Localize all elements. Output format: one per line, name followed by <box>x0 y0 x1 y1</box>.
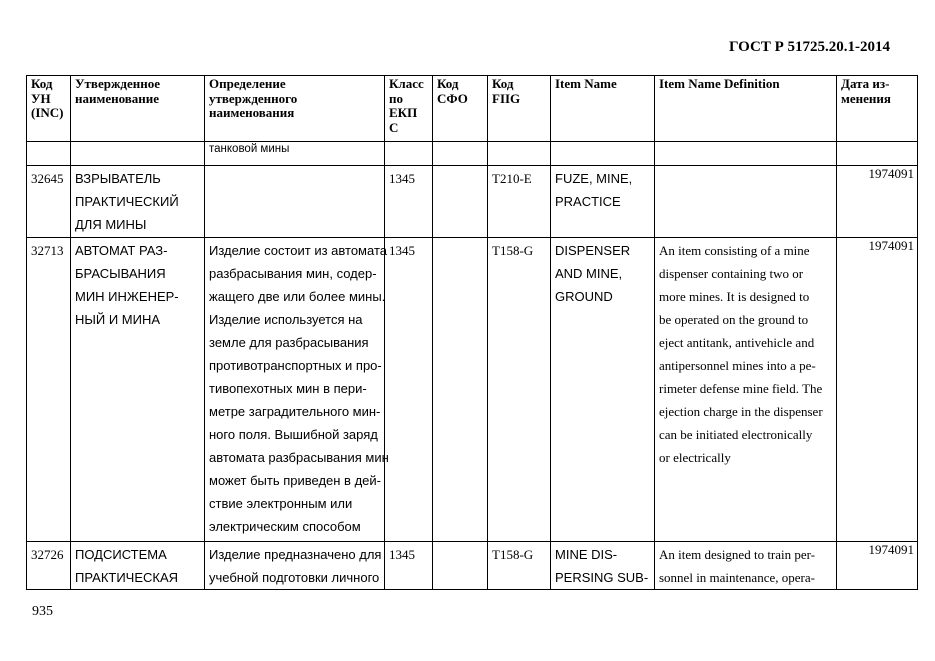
header-line: Item Name Definition <box>659 76 780 91</box>
cell-name <box>71 166 205 238</box>
cell-item-def <box>655 142 837 166</box>
table-row <box>27 238 918 542</box>
header-item-name <box>551 76 655 142</box>
header-line: Item Name <box>555 76 617 91</box>
cell-fiig: T158-G <box>488 542 551 590</box>
cell-item-name <box>551 142 655 166</box>
cell-definition <box>205 238 389 542</box>
header-line: СФО <box>437 90 468 106</box>
cell-line: разбрасывания мин, содер- <box>209 266 377 281</box>
cell-sfo <box>433 142 488 166</box>
cell-sfo <box>433 166 488 238</box>
cell-date <box>837 142 918 166</box>
header-definition <box>205 76 385 142</box>
cell-line: противотранспортных и про- <box>209 358 382 373</box>
cell-line: An item designed to train per- <box>659 547 816 562</box>
cell-definition <box>205 542 385 590</box>
cell-line: ПРАКТИЧЕСКИЙ <box>75 194 179 209</box>
cell-line: Изделие используется на <box>209 312 363 327</box>
header-line: Дата из- <box>841 76 890 91</box>
cell-line: АВТОМАТ РАЗ- <box>75 243 168 258</box>
cell-item-name <box>551 542 655 590</box>
header-line: утвержденного <box>209 90 298 106</box>
table-row <box>27 542 918 590</box>
cell-item-def <box>655 238 837 542</box>
cell-item-name <box>551 166 655 238</box>
header-line: Код <box>492 76 514 91</box>
cell-line: МИН ИНЖЕНЕР- <box>75 289 179 304</box>
cell-inc <box>27 142 71 166</box>
cell-line: Изделие состоит из автомата <box>209 243 387 258</box>
cell-item-def <box>655 542 837 590</box>
cell-date: 1974091 <box>837 542 918 590</box>
cell-line: dispenser containing two or <box>659 266 804 281</box>
header-line: Утвержденное <box>75 76 160 91</box>
cell-fiig: T158-G <box>488 238 551 542</box>
cell-line: can be initiated electronically <box>659 427 813 442</box>
table-header-row <box>27 76 918 142</box>
cell-line: земле для разбрасывания <box>209 335 369 350</box>
cell-item-def <box>655 166 837 238</box>
header-line: Код <box>31 76 53 91</box>
cell-inc: 32726 <box>27 542 71 590</box>
header-line: УН <box>31 90 51 106</box>
header-line: по <box>389 90 403 106</box>
table-row <box>27 166 918 238</box>
cell-line: FUZE, MINE, <box>555 171 633 186</box>
header-date <box>837 76 918 142</box>
cell-line: БРАСЫВАНИЯ <box>75 266 166 281</box>
header-line: Код <box>437 76 459 91</box>
cell-line: PERSING SUB- <box>555 570 649 585</box>
cell-line: электрическим способом <box>209 519 361 534</box>
cell-item-name <box>551 238 655 542</box>
header-line: Определение <box>209 76 286 91</box>
header-line: наименования <box>209 105 295 120</box>
classification-table <box>26 75 918 590</box>
cell-line: MINE DIS- <box>555 547 618 562</box>
header-line: Класс <box>389 76 424 91</box>
cell-line: может быть приведен в дей- <box>209 473 381 488</box>
cell-sfo <box>433 542 488 590</box>
cell-line: ПОДСИСТЕМА <box>75 547 167 562</box>
cell-line: ного поля. Вышибной заряд <box>209 427 378 442</box>
header-line: наименование <box>75 90 160 106</box>
cell-line: more mines. It is designed to <box>659 289 810 304</box>
cell-line: учебной подготовки личного <box>209 570 380 585</box>
cell-definition <box>205 166 385 238</box>
cell-line: An item consisting of a mine <box>659 243 810 258</box>
header-line: ЕКП <box>389 105 418 120</box>
cell-line: sonnel in maintenance, opera- <box>659 570 815 585</box>
cell-inc: 32713 <box>27 238 71 542</box>
header-line: С <box>389 119 399 135</box>
cell-line: ДЛЯ МИНЫ <box>75 217 147 232</box>
cell-line: eject antitank, antivehicle and <box>659 335 815 350</box>
cell-line: ствие электронным или <box>209 496 353 511</box>
cell-line: or electrically <box>659 450 731 465</box>
cell-name <box>71 542 205 590</box>
cell-line: DISPENSER <box>555 243 631 258</box>
header-name <box>71 76 205 142</box>
cell-line: тивопехотных мин в пери- <box>209 381 367 396</box>
header-line: (INC) <box>31 105 64 120</box>
document-header: ГОСТ Р 51725.20.1-2014 <box>728 39 890 55</box>
cell-inc: 32645 <box>27 166 71 238</box>
cell-line: автомата разбрасывания мин <box>209 450 389 465</box>
cell-line: AND MINE, <box>555 266 623 281</box>
cell-date: 1974091 <box>837 166 918 238</box>
cell-line: жащего две или более мины. <box>209 289 386 304</box>
header-inc <box>27 76 71 142</box>
header-fiig <box>488 76 551 142</box>
cell-line: GROUND <box>555 289 613 304</box>
page-number: 935 <box>32 604 53 619</box>
cell-class: 1345 <box>385 238 433 542</box>
cell-date: 1974091 <box>837 238 918 542</box>
header-line: FIIG <box>492 90 521 106</box>
cell-fiig: T210-E <box>488 166 551 238</box>
continuation-row <box>27 142 918 166</box>
cell-name <box>71 142 205 166</box>
cell-sfo <box>433 238 488 542</box>
cell-fiig <box>488 142 551 166</box>
cell-class: 1345 <box>385 542 433 590</box>
cell-line: PRACTICE <box>555 194 621 209</box>
cell-class: 1345 <box>385 166 433 238</box>
cell-line: be operated on the ground to <box>659 312 809 327</box>
cell-name <box>71 238 205 542</box>
cell-line: НЫЙ И МИНА <box>75 312 161 327</box>
cell-line: rimeter defense mine field. The <box>659 381 823 396</box>
cell-line: ejection charge in the dispenser <box>659 404 823 419</box>
cell-class <box>385 142 433 166</box>
header-line: менения <box>841 90 891 106</box>
cell-line: antipersonnel mines into a pe- <box>659 358 816 373</box>
header-sfo <box>433 76 488 142</box>
cell-line: ВЗРЫВАТЕЛЬ <box>75 171 161 186</box>
header-class <box>385 76 433 142</box>
header-item-def <box>655 76 837 142</box>
cell-definition: танковой мины <box>205 142 385 166</box>
cell-line: Изделие предназначено для <box>209 547 382 562</box>
cell-line: ПРАКТИЧЕСКАЯ <box>75 570 179 585</box>
cell-line: метре заградительного мин- <box>209 404 381 419</box>
